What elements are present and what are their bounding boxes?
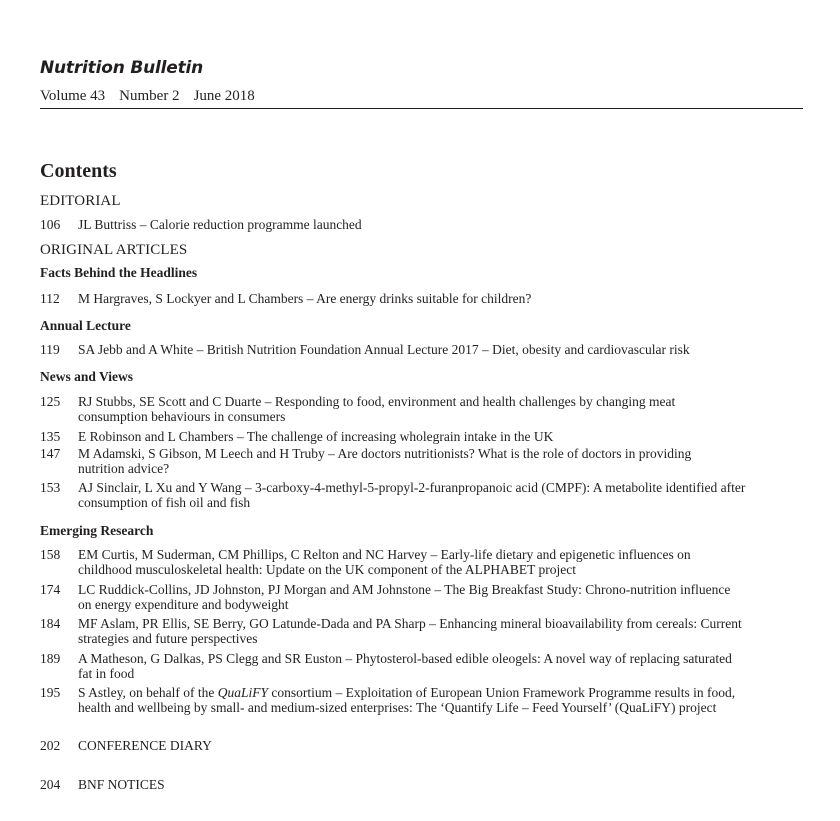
toc-entry: [40, 446, 815, 476]
entry-text: BNF NOTICES: [78, 777, 165, 792]
entry-text-line1-a: S Astley, on behalf of the: [78, 685, 218, 700]
toc-entry: [40, 429, 815, 444]
page-number: 112: [40, 291, 60, 306]
toc-entry: [40, 547, 815, 577]
entry-text-line2: on energy expenditure and bodyweight: [78, 597, 289, 612]
subhead-annual: Annual Lecture: [40, 318, 131, 333]
contents-heading: Contents: [40, 160, 117, 182]
issue-info: [40, 88, 269, 105]
subhead-facts: Facts Behind the Headlines: [40, 265, 198, 280]
page-number: 184: [40, 616, 61, 631]
page-number: 189: [40, 651, 61, 666]
entry-text: M Hargraves, S Lockyer and L Chambers – Are energy drinks suitable for children?: [78, 291, 532, 306]
page-number: 147: [40, 446, 61, 461]
page-number: 158: [40, 547, 61, 562]
toc-entry: [40, 738, 815, 753]
page-number: 174: [40, 582, 61, 597]
entry-text: JL Buttriss – Calorie reduction programme launched: [78, 217, 362, 232]
entry-text-line1: EM Curtis, M Suderman, CM Phillips, C Relton and NC Harvey – Early-life dietary and epigenetic influences on: [78, 547, 691, 562]
date-label: June 2018: [193, 88, 255, 104]
toc-entry: [40, 651, 815, 681]
section-original-articles: ORIGINAL ARTICLES: [40, 242, 188, 258]
entry-text-line2: consumption behaviours in consumers: [78, 409, 286, 424]
page-number: 195: [40, 685, 61, 700]
entry-text-line1: M Adamski, S Gibson, M Leech and H Truby – Are doctors nutritionists? What is the role of doctors in providing: [78, 446, 692, 461]
toc-entry: [40, 777, 815, 792]
entry-text-line1: AJ Sinclair, L Xu and Y Wang – 3-carboxy-4-methyl-5-propyl-2-furanpropanoic acid (CMPF): A metabolite identified after: [78, 480, 746, 495]
entry-text: CONFERENCE DIARY: [78, 738, 212, 753]
page-number: 204: [40, 777, 61, 792]
subhead-emerging: Emerging Research: [40, 523, 154, 538]
entry-text-line2: strategies and future perspectives: [78, 631, 258, 646]
page-number: 125: [40, 394, 61, 409]
subhead-news: News and Views: [40, 369, 134, 384]
journal-title: Nutrition Bulletin: [40, 58, 204, 78]
toc-entry: [40, 616, 815, 646]
page-number: 202: [40, 738, 61, 753]
entry-text-line2: nutrition advice?: [78, 461, 170, 476]
number-label: Number 2: [119, 88, 180, 104]
toc-entry: [40, 342, 815, 357]
toc-entry: [40, 480, 815, 510]
page-number: 135: [40, 429, 61, 444]
entry-text-line1: RJ Stubbs, SE Scott and C Duarte – Responding to food, environment and health challenges by changing meat: [78, 394, 676, 409]
entry-text-line1: [78, 685, 815, 700]
toc-entry: [40, 582, 815, 612]
entry-text: SA Jebb and A White – British Nutrition Foundation Annual Lecture 2017 – Diet, obesity and cardiovascular risk: [78, 342, 690, 357]
entry-text-line1: LC Ruddick-Collins, JD Johnston, PJ Morgan and AM Johnstone – The Big Breakfast Study: Chrono-nutrition influence: [78, 582, 731, 597]
page-number: 153: [40, 480, 61, 495]
section-editorial: EDITORIAL: [40, 193, 121, 209]
entry-text-line2: childhood musculoskeletal health: Update on the UK component of the ALPHABET project: [78, 562, 577, 577]
page-number: 119: [40, 342, 60, 357]
page-number: 106: [40, 217, 61, 232]
toc-entry: [40, 685, 815, 715]
entry-text-line2: fat in food: [78, 666, 135, 681]
entry-text-line1: A Matheson, G Dalkas, PS Clegg and SR Euston – Phytosterol-based edible oleogels: A novel way of replacing saturated: [78, 651, 732, 666]
header-rule: [40, 108, 803, 109]
consortium-name: QuaLiFY: [217, 685, 268, 700]
entry-text-line1: MF Aslam, PR Ellis, SE Berry, GO Latunde-Dada and PA Sharp – Enhancing mineral bioavailability from cereals: Current: [78, 616, 742, 631]
entry-text-line2: health and wellbeing by small- and medium-sized enterprises: The ‘Quantify Life – Feed Yourself’ (QuaLiFY) project: [78, 700, 717, 715]
entry-text-line1-c: consortium – Exploitation of European Union Framework Programme results in food,: [268, 685, 736, 700]
toc-entry: [40, 291, 815, 306]
volume-label: Volume 43: [40, 88, 106, 104]
toc-entry: [40, 217, 815, 232]
entry-text: E Robinson and L Chambers – The challenge of increasing wholegrain intake in the UK: [78, 429, 554, 444]
entry-text-line2: consumption of fish oil and fish: [78, 495, 251, 510]
toc-entry: [40, 394, 815, 424]
